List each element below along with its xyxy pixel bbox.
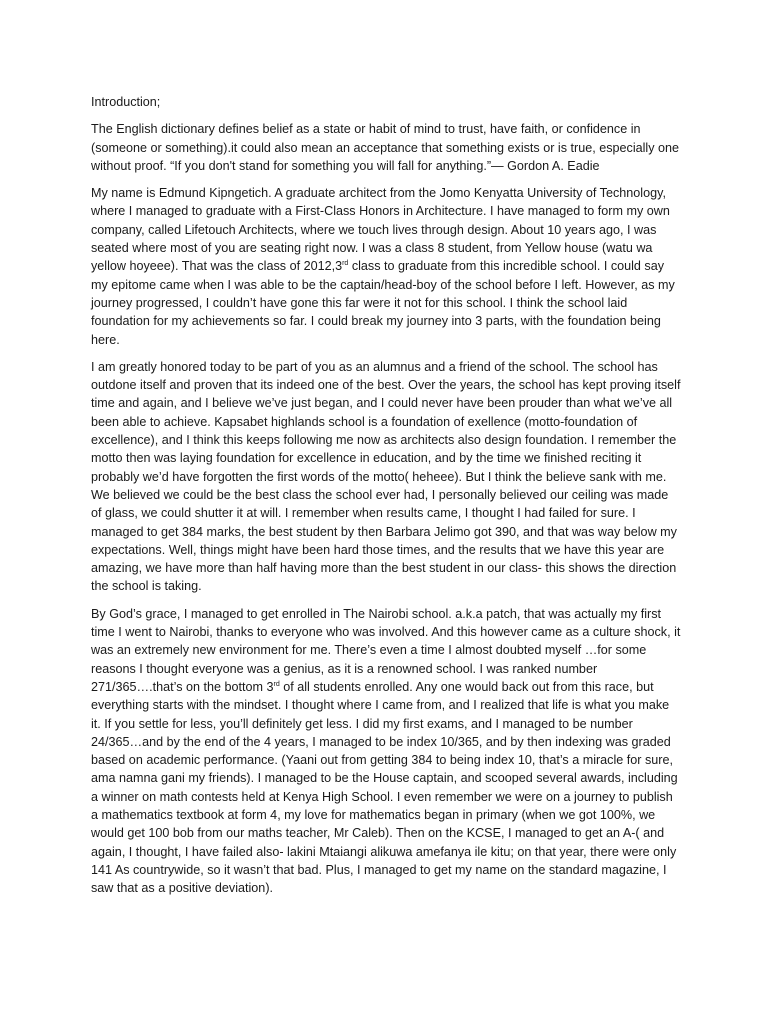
section-heading: Introduction;	[91, 95, 161, 109]
paragraph-nairobi-school	[91, 605, 682, 898]
paragraph-text: class to graduate from this incredible school. I could say my epitome came when I was able to be the captain/head-boy of the school before I left. However, as my journey progressed, I couldn’t have gone this far were it not for this school. I think the school laid foundation for my achievements so far. I could break my journey into 3 parts, with the foundation being here.	[91, 259, 675, 347]
paragraph-definition: The English dictionary defines belief as a state or habit of mind to trust, have faith, or confidence in (someone or something).it could also mean an acceptance that something exists or is true, especially one without proof. “If you don't stand for something you will fall for anything.”— Gordon A. Eadie	[91, 122, 680, 173]
ordinal-superscript: rd	[273, 680, 280, 688]
paragraph-text: of all students enrolled. Any one would back out from this race, but everything starts with the mindset. I thought where I came from, and I realized that life is what you make it. If you settle for less, you’ll definitely get less. I did my first exams, and I managed to be number 24/365…and by the end of the 4 years, I managed to be index 10/365, and by then indexing was graded based on academic performance. (Yaani out from getting 384 to being index 10, that’s a miracle for sure, ama namna gani my friends). I managed to be the House captain, and scooped several awards, including a winner on math contests held at Kenya High School. I even remember we were on a journey to publish a mathematics textbook at form 4, my love for mathematics began in primary (when we got 100%, we would get 100 bob from our maths teacher, Mr Caleb). Then on the KCSE, I managed to get an A-( and again, I thought, I have failed also- lakini Mtaiangi alikuwa amefanya ile kitu; on that year, there were only 141 As countrywide, so it wasn’t that bad. Plus, I managed to get my name on the standard magazine, I saw that as a positive deviation).	[91, 679, 678, 896]
paragraph-school-foundation: I am greatly honored today to be part of you as an alumnus and a friend of the school. The school has outdone itself and proven that its indeed one of the best. Over the years, the school has kept proving itself time and again, and I believe we’ve just began, and I could never have been prouder than what we’ve all been able to achieve. Kapsabet highlands school is a foundation of exellence (motto-foundation of excellence), and I think this keeps following me now as architects also design foundation. I remember the motto then was laying foundation for excellence in education, and by the time we finished reciting it probably we’d have forgotten the first words of the motto( heheee). But I think the believe sank with me. We believed we could be the best class the school ever had, I personally believed our ceiling was made of glass, we could shutter it at will. I remember when results came, I thought I had failed for sure. I managed to get 384 marks, the best student by then Barbara Jelimo got 390, and that was way below my expectations. Well, things might have been hard those times, and the results that we have this year are amazing, we have more than half having more than the best student in our class- this shows the direction the school is taking.	[91, 359, 681, 594]
ordinal-superscript: rd	[342, 260, 349, 268]
paragraph-text: My name is Edmund Kipngetich. A graduate architect from the Jomo Kenyatta University of Technology, where I managed to graduate with a First-Class Honors in Architecture. I have managed to form my own company, called Lifetouch Architects, where we touch lives through design. About 10 years ago, I was seated where most of you are seating right now. I was a class 8 student, from Yellow house (watu wa yellow hoyeee). That was the class of 2012,3	[91, 186, 670, 274]
paragraph-introduction	[91, 184, 682, 349]
paragraph-text: By God’s grace, I managed to get enrolled in The Nairobi school. a.k.a patch, that was actually my first time I went to Nairobi, thanks to everyone who was involved. And this however came as a culture shock, it was an extremely new environment for me. There’s even a time I almost doubted myself …for some reasons I thought everyone was a genius, as it is a renowned school. I was ranked number 271/365….that’s on the bottom 3	[91, 606, 681, 694]
